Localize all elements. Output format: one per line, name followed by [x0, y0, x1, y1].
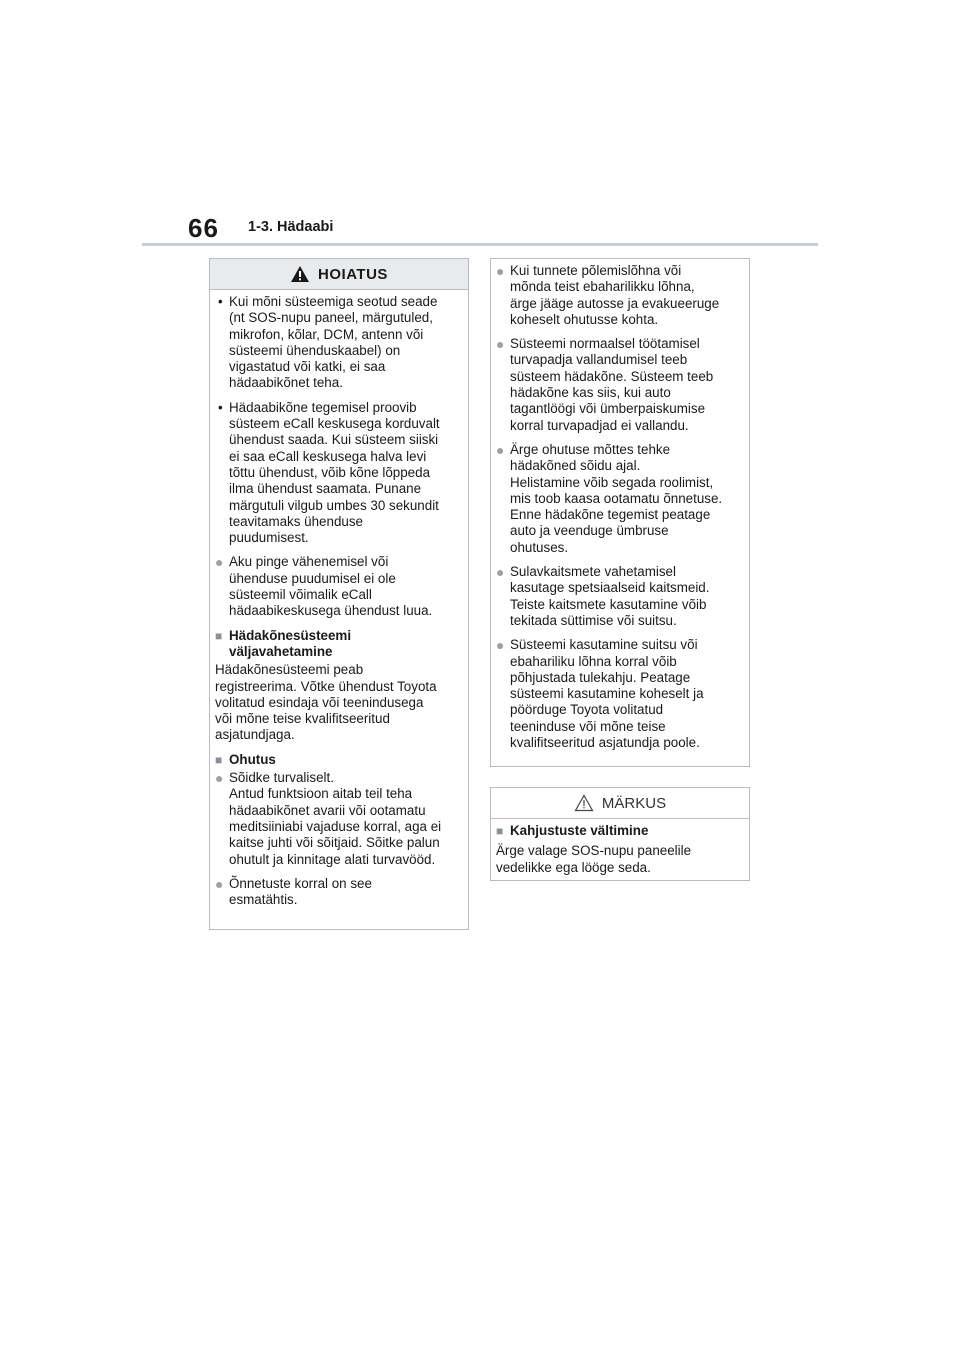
list-item: • Hädaabikõne tegemisel proovib süsteem eCall keskusega korduvalt ühendust saada. Kui süsteem siiski ei saa eCall keskusega halva levi tõttu ühendust, võib kõne lõppeda ilma ühendust saamata. Punane märgutuli vilgub umbes 30 sekundit teavitamaks ühenduse puudumisest. [218, 399, 440, 546]
paragraph: Ärge valage SOS-nupu paneelile vedelikke ega lööge seda. [496, 843, 692, 875]
list-item: ● Aku pinge vähenemisel või ühenduse puudumisel ei ole süsteemil võimalik eCall hädaabikeskusega ühendust luua. [215, 554, 433, 619]
circle-bullet-icon: ● [496, 637, 505, 654]
page-number: 66 [188, 213, 219, 243]
circle-bullet-icon: ● [496, 441, 505, 458]
subheading: ■ Hädakõnesüsteemi väljavahetamine [215, 627, 352, 659]
square-bullet-icon: ■ [215, 628, 223, 643]
warning-box-header [210, 259, 468, 290]
circle-bullet-icon: ● [496, 564, 505, 581]
notice-title: MÄRKUS [601, 794, 667, 812]
list-item: ● Sulavkaitsmete vahetamisel kasutage spetsiaalseid kaitsmeid. Teiste kaitsmete kasutamine võib tekitada süttimise või suitsu. [496, 564, 710, 628]
notice-box [490, 787, 750, 881]
circle-bullet-icon: ● [496, 263, 505, 279]
warning-title: HOIATUS [318, 265, 388, 283]
list-item: ● Ärge ohutuse mõttes tehke hädakõned sõidu ajal. Helistamine võib segada roolimist, mis toob kaasa ootamatu õnnetuse. Enne hädakõne tegemist peatage auto ja veenduge ümbruse ohutuses. [496, 441, 723, 555]
warning-triangle-icon [290, 265, 310, 283]
subheading: ■ Kahjustuste vältimine [496, 823, 649, 838]
square-bullet-icon: ■ [215, 752, 223, 767]
notice-box-header [491, 788, 749, 819]
list-item: ● Süsteemi normaalsel töötamisel turvapadja vallandumisel teeb süsteem hädakõne. Süsteem teeb hädakõne kas siis, kui auto tagantlöögi või ümberpaiskumise korral turvapadjad ei vallandu. [496, 336, 714, 433]
paragraph: Hädakõnesüsteemi peab registreerima. Võtke ühendust Toyota volitatud esindaja või teenindusega või mõne teise kvalifitseeritud asjatundjaga. [215, 662, 437, 743]
warning-continuation-box [490, 258, 750, 767]
subheading: ■ Ohutus [215, 751, 276, 767]
circle-bullet-icon: ● [496, 336, 505, 353]
header-rule [142, 243, 818, 246]
circle-bullet-icon: ● [215, 554, 224, 571]
list-item: ● Kui tunnete põlemislõhna või mõnda teist ebaharilikku lõhna, ärge jääge autosse ja evakueeruge koheselt ohutusse kohta. [496, 263, 720, 327]
warning-box [209, 258, 469, 930]
square-bullet-icon: ■ [496, 824, 504, 838]
list-item: ● Õnnetuste korral on see esmatähtis. [215, 875, 372, 908]
warning-triangle-outline-icon [574, 794, 594, 812]
list-item: ● Süsteemi kasutamine suitsu või ebahariliku lõhna korral võib põhjustada tulekahju. Peatage süsteemi kasutamine koheselt ja pöörduge Toyota volitatud teeninduse või mõne teise kvalifitseeritud asjatundja poole. [496, 637, 704, 751]
section-title: 1-3. Hädaabi [248, 219, 334, 235]
circle-bullet-icon: ● [215, 875, 224, 892]
list-item: ● Sõidke turvaliselt. Antud funktsioon aitab teil teha hädaabikõnet avarii või ootamatu meditsiiniabi vajaduse korral, aga ei kaitse juhti või sõitjaid. Sõitke palun ohutult ja kinnitage alati turvavööd. [215, 770, 442, 867]
circle-bullet-icon: ● [215, 770, 224, 787]
list-item: • Kui mõni süsteemiga seotud seade (nt SOS-nupu paneel, märgutuled, mikrofon, kõlar, DCM, antenn või süsteemi ühenduskaabel) on vigastatud või katki, ei saa hädaabikõnet teha. [218, 294, 438, 391]
